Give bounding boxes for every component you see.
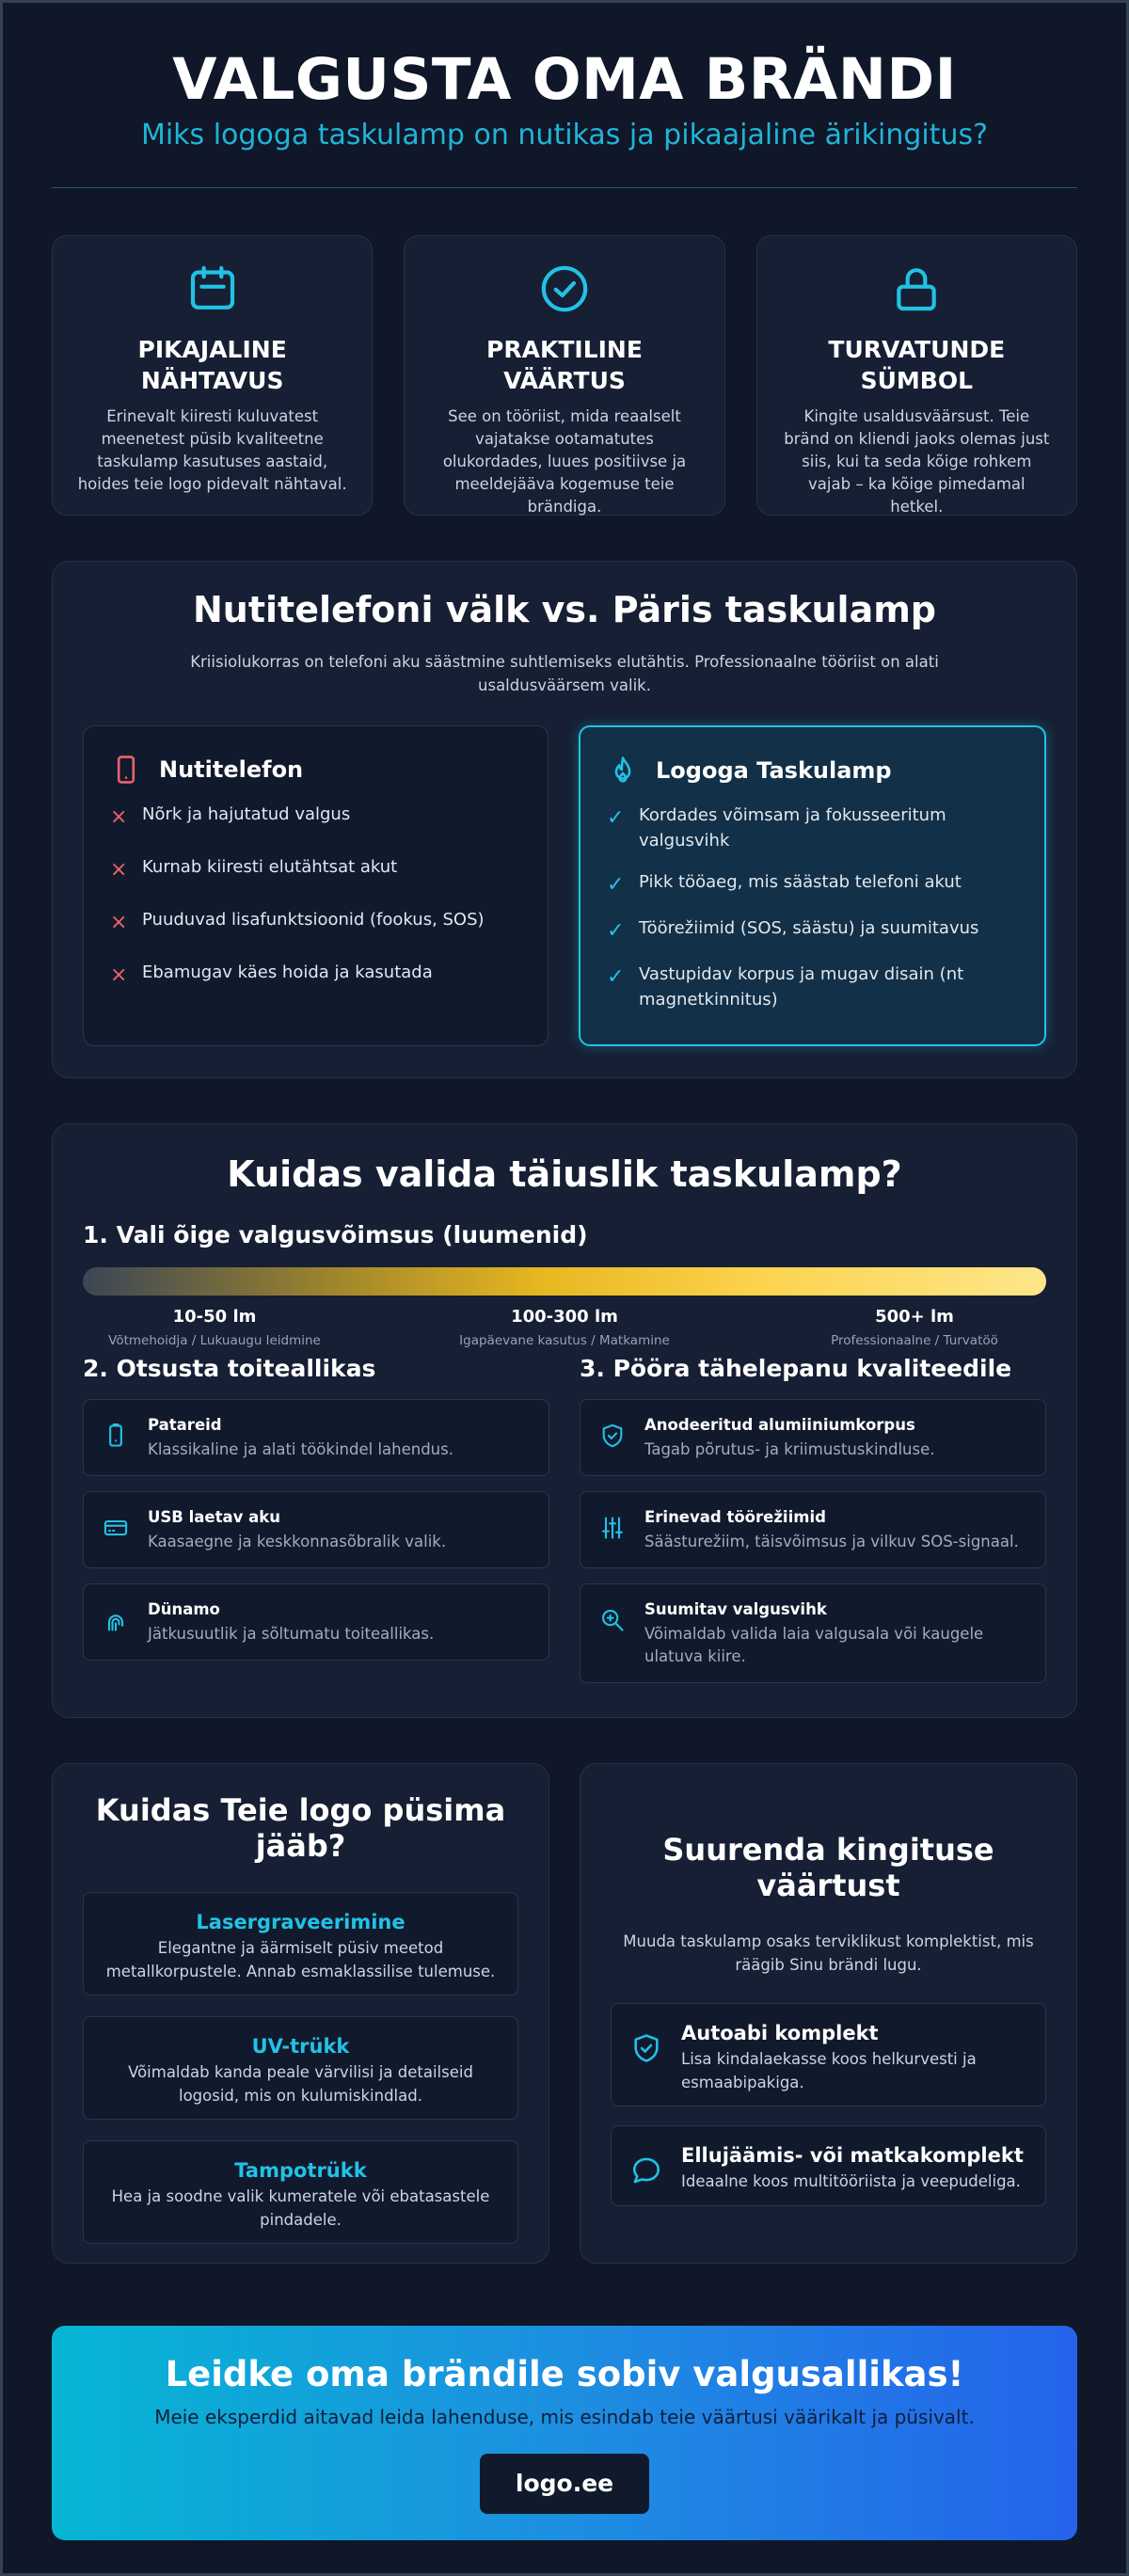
lumens-title: 1. Vali õige valgusvõimsus (luumenid) bbox=[83, 1221, 588, 1248]
lumens-gradient-bar bbox=[83, 1267, 1046, 1296]
feature-cards bbox=[52, 235, 1077, 516]
lumens-tick: 100-300 lm Igapäevane kasutus / Matkamine bbox=[459, 1307, 670, 1348]
usb-card-icon bbox=[103, 1515, 129, 1541]
feature-text: See on tööriist, mida reaalselt vajatakse ootamatutes olukordades, luues positiivse ja meeldejääva kogemuse teie brändiga. bbox=[442, 407, 687, 516]
check-mark-icon: ✓ bbox=[607, 806, 625, 830]
power-column bbox=[83, 1354, 549, 1683]
quality-column bbox=[580, 1354, 1046, 1683]
feature-text: Erinevalt kiiresti kuluvatest meenetest püsib kvaliteetne taskulamp kasutuses aastaid, hoides teie logo pidevalt nähtaval. bbox=[77, 407, 347, 493]
comparison-intro: Kriisiolukorras on telefoni aku säästmine suhtlemiseks elutähtis. Professionaalne tööriist on alati usaldusväärsem valik. bbox=[190, 653, 939, 694]
shield-check-icon bbox=[599, 1423, 626, 1449]
list-item: × Kurnab kiiresti elutähtsat akut bbox=[110, 854, 521, 884]
power-option-dynamo: Dünamo Jätkusuutlik ja sõltumatu toiteallikas. bbox=[83, 1583, 549, 1661]
check-mark-icon: ✓ bbox=[607, 965, 625, 989]
header bbox=[52, 3, 1077, 153]
gift-value-section bbox=[580, 1763, 1077, 2264]
phone-title: Nutitelefon bbox=[159, 756, 304, 783]
check-circle-icon bbox=[429, 262, 699, 321]
lumens-tick: 500+ lm Professionaalne / Turvatöö bbox=[831, 1307, 998, 1348]
cta-title: Leidke oma brändile sobiv valgusallikas! bbox=[165, 2354, 964, 2394]
lumens-scale bbox=[83, 1307, 1046, 1348]
quality-option-body: Anodeeritud alumiiniumkorpus Tagab põrutus- ja kriimustuskindluse. bbox=[580, 1399, 1046, 1476]
logo-methods-section bbox=[52, 1763, 549, 2264]
power-option-usb: USB laetav aku Kaasaegne ja keskkonnasõbralik valik. bbox=[83, 1491, 549, 1568]
x-mark-icon: × bbox=[110, 911, 128, 934]
feature-title: PRAKTILINE VÄÄRTUS bbox=[486, 336, 643, 394]
comparison-section bbox=[52, 561, 1077, 1078]
battery-icon bbox=[103, 1423, 129, 1449]
list-item: ✓ Pikk tööaeg, mis säästab telefoni akut bbox=[607, 869, 1018, 899]
power-title: 2. Otsusta toiteallikas bbox=[83, 1355, 376, 1382]
method-card-laser: Lasergraveerimine Elegantne ja äärmiselt püsiv meetod metallkorpustele. Annab esmaklassilise tulemuse. bbox=[83, 1892, 518, 1996]
list-item: ✓ Töörežiimid (SOS, säästu) ja suumitavus bbox=[607, 915, 1018, 946]
page-title: VALGUSTA OMA BRÄNDI bbox=[172, 46, 957, 113]
flashlight-title: Logoga Taskulamp bbox=[656, 757, 892, 784]
shield-check-icon bbox=[630, 2032, 662, 2064]
chat-bubble-icon bbox=[630, 2155, 662, 2186]
power-option-battery: Patareid Klassikaline ja alati töökindel lahendus. bbox=[83, 1399, 549, 1476]
choose-title: Kuidas valida täiuslik taskulamp? bbox=[227, 1153, 902, 1195]
check-mark-icon: ✓ bbox=[607, 919, 625, 943]
phone-list bbox=[110, 802, 521, 990]
sliders-icon bbox=[599, 1515, 626, 1541]
methods-title: Kuidas Teie logo püsima jääb? bbox=[95, 1792, 506, 1864]
quality-option-zoom: Suumitav valgusvihk Võimaldab valida laia valgusala või kaugele ulatuva kiire. bbox=[580, 1583, 1046, 1683]
kit-card-car: Autoabi komplekt Lisa kindalaekasse koos helkurvesti ja esmaabipakiga. bbox=[611, 2003, 1046, 2107]
value-intro: Muuda taskulamp osaks terviklikust komplektist, mis räägib Sinu brändi lugu. bbox=[623, 1932, 1034, 1974]
list-item: × Ebamugav käes hoida ja kasutada bbox=[110, 960, 521, 990]
cta-banner bbox=[52, 2326, 1077, 2540]
quality-option-modes: Erinevad töörežiimid Säästurežiim, täisvõimsus ja vilkuv SOS-signaal. bbox=[580, 1491, 1046, 1568]
method-card-pad: Tampotrükk Hea ja soodne valik kumeratele või ebatasastele pindadele. bbox=[83, 2140, 518, 2244]
kit-card-survival: Ellujäämis- või matkakomplekt Ideaalne koos multitööriista ja veepudeliga. bbox=[611, 2125, 1046, 2206]
flashlight-column bbox=[579, 725, 1046, 1046]
feature-title: PIKAJALINE NÄHTAVUS bbox=[137, 336, 287, 394]
page-subtitle: Miks logoga taskulamp on nutikas ja pikaajaline ärikingitus? bbox=[140, 119, 989, 151]
flashlight-list bbox=[607, 803, 1018, 1012]
list-item: × Nõrk ja hajutatud valgus bbox=[110, 802, 521, 832]
lock-icon bbox=[782, 262, 1052, 321]
feature-card-practical bbox=[404, 235, 724, 516]
comparison-title: Nutitelefoni välk vs. Päris taskulamp bbox=[192, 589, 937, 630]
flame-icon bbox=[607, 753, 639, 788]
phone-column bbox=[83, 725, 549, 1046]
cta-text: Meie eksperdid aitavad leida lahenduse, mis esindab teie väärtusi väärikalt ja püsivalt. bbox=[154, 2406, 975, 2428]
method-card-uv: UV-trükk Võimaldab kanda peale värvilisi ja detailseid logosid, mis on kulumiskindlad. bbox=[83, 2016, 518, 2120]
cta-button[interactable]: logo.ee bbox=[480, 2454, 649, 2514]
x-mark-icon: × bbox=[110, 963, 128, 987]
feature-text: Kingite usaldusväärsust. Teie bränd on kliendi jaoks olemas just siis, kui ta seda kõige rohkem vajab – ka kõige pimedamal hetkel. bbox=[784, 407, 1050, 516]
lumens-tick: 10-50 lm Võtmehoidja / Lukuaugu leidmine bbox=[108, 1307, 321, 1348]
calendar-icon bbox=[77, 262, 347, 321]
feature-card-safety bbox=[756, 235, 1077, 516]
quality-title: 3. Pööra tähelepanu kvaliteedile bbox=[580, 1355, 1012, 1382]
x-mark-icon: × bbox=[110, 805, 128, 829]
feature-title: TURVATUNDE SÜMBOL bbox=[828, 336, 1006, 394]
choose-section bbox=[52, 1123, 1077, 1718]
hand-crank-icon bbox=[103, 1607, 129, 1633]
x-mark-icon: × bbox=[110, 858, 128, 882]
list-item: × Puuduvad lisafunktsioonid (fookus, SOS) bbox=[110, 907, 521, 937]
smartphone-icon bbox=[110, 752, 142, 787]
check-mark-icon: ✓ bbox=[607, 873, 625, 897]
zoom-icon bbox=[599, 1607, 626, 1633]
list-item: ✓ Kordades võimsam ja fokusseeritum valgusvihk bbox=[607, 803, 1018, 853]
header-divider bbox=[52, 187, 1077, 188]
value-title: Suurenda kingituse väärtust bbox=[662, 1832, 994, 1903]
feature-card-visibility bbox=[52, 235, 373, 516]
list-item: ✓ Vastupidav korpus ja mugav disain (nt magnetkinnitus) bbox=[607, 962, 1018, 1012]
